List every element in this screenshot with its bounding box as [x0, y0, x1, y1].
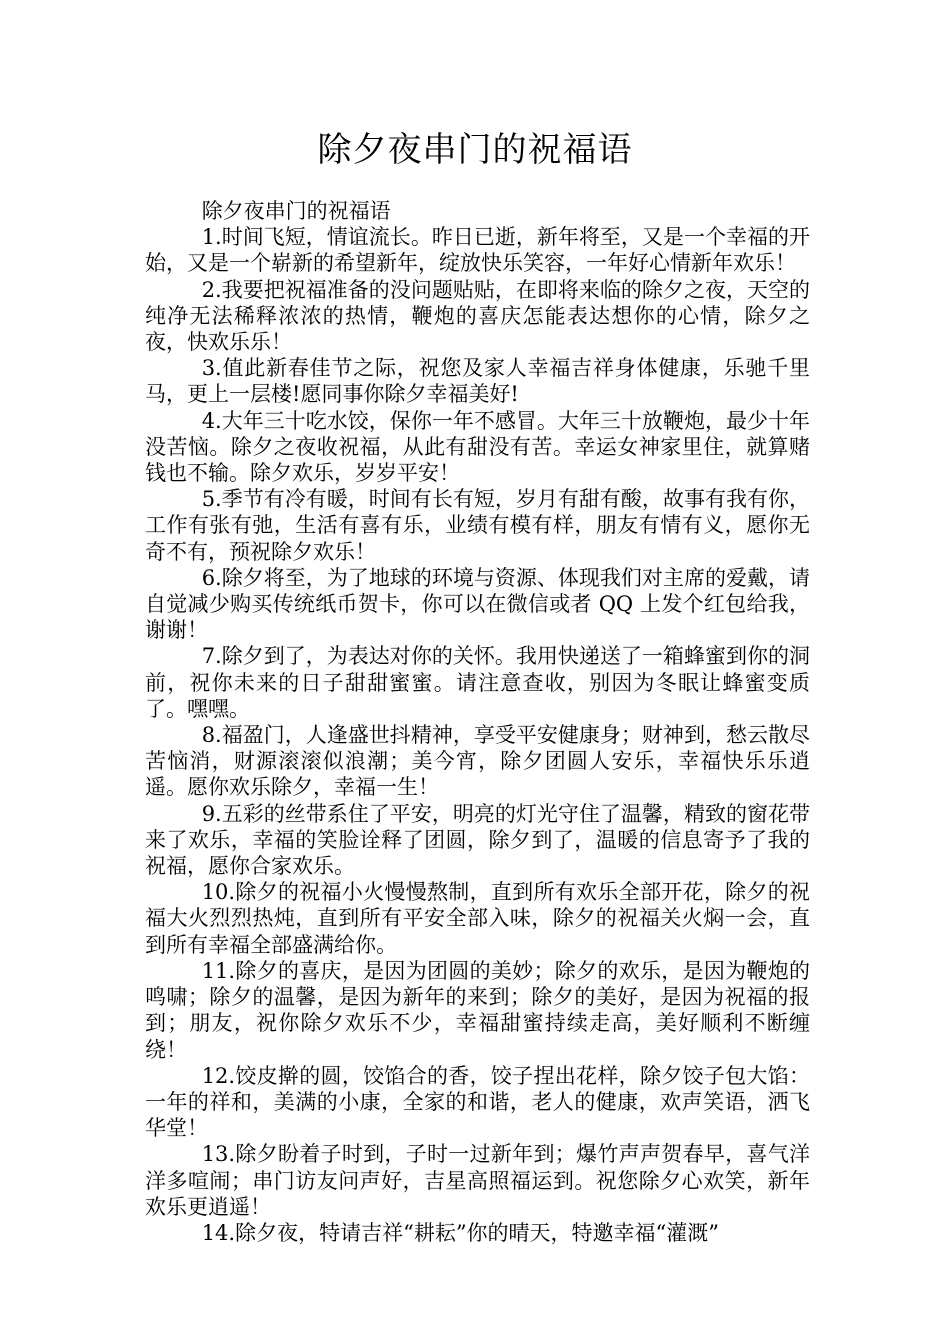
document-subtitle: 除夕夜串门的祝福语: [201, 199, 391, 223]
greeting-paragraph-13: 13.除夕盼着子时到，子时一过新年到；爆竹声声贺春早，喜气洋洋多喧闹；串门访友问声好，吉星高照福运到。祝您除夕心欢笑，新年欢乐更逍遥！: [145, 1142, 810, 1219]
greeting-paragraph-9: 9.五彩的丝带系住了平安，明亮的灯光守住了温馨，精致的窗花带来了欢乐，幸福的笑脸诠释了团圆，除夕到了，温暖的信息寄予了我的祝福，愿你合家欢乐。: [145, 801, 810, 879]
greeting-paragraph-12: 12.饺皮擀的圆，饺馅合的香，饺子捏出花样，除夕饺子包大馅：一年的祥和，美满的小康，全家的和谐，老人的健康，欢声笑语，洒飞华堂！: [145, 1063, 810, 1141]
document-body: [145, 198, 810, 1246]
greeting-paragraph-7: 7.除夕到了，为表达对你的关怀。我用快递送了一箱蜂蜜到你的洞前，祝你未来的日子甜甜蜜蜜。请注意查收，别因为冬眠让蜂蜜变质了。嘿嘿。: [145, 644, 810, 721]
greeting-paragraph-11: 11.除夕的喜庆，是因为团圆的美妙；除夕的欢乐，是因为鞭炮的鸣啸；除夕的温馨，是因为新年的来到；除夕的美好，是因为祝福的报到；朋友，祝你除夕欢乐不少，幸福甜蜜持续走高，美好顺利不断缠绕！: [145, 958, 810, 1062]
greeting-paragraph-10: 10.除夕的祝福小火慢慢熬制，直到所有欢乐全部开花，除夕的祝福大火烈烈热炖，直到所有平安全部入味，除夕的祝福关火焖一会，直到所有幸福全部盛满给你。: [145, 880, 810, 957]
greeting-paragraph-2: 2.我要把祝福准备的没问题贴贴，在即将来临的除夕之夜，天空的纯净无法稀释浓浓的热情，鞭炮的喜庆怎能表达想你的心情，除夕之夜，快欢乐乐！: [145, 277, 810, 355]
greeting-paragraph-4: 4.大年三十吃水饺，保你一年不感冒。大年三十放鞭炮，最少十年没苦恼。除夕之夜收祝福，从此有甜没有苦。幸运女神家里住，就算赌钱也不输。除夕欢乐，岁岁平安！: [145, 408, 810, 486]
document-title: 除夕夜串门的祝福语: [317, 130, 633, 170]
greeting-paragraph-1: 1.时间飞短，情谊流长。昨日已逝，新年将至，又是一个幸福的开始，又是一个崭新的希望新年，绽放快乐笑容，一年好心情新年欢乐！: [145, 225, 810, 276]
greeting-paragraph-14: 14.除夕夜，特请吉祥“耕耘”你的晴天，特邀幸福“灌溉”: [201, 1220, 720, 1245]
greeting-paragraph-3: 3.值此新春佳节之际，祝您及家人幸福吉祥身体健康，乐驰千里马，更上一层楼!愿同事你除夕幸福美好!: [145, 356, 810, 407]
greeting-paragraph-6: 6.除夕将至，为了地球的环境与资源、体现我们对主席的爱戴，请自觉减少购买传统纸币贺卡，你可以在微信或者 QQ 上发个红包给我，谢谢！: [145, 565, 810, 643]
greeting-paragraph-8: 8.福盈门，人逢盛世抖精神，享受平安健康身；财神到，愁云散尽苦恼消，财源滚滚似浪潮；美今宵，除夕团圆人安乐，幸福快乐乐逍遥。愿你欢乐除夕，幸福一生！: [145, 723, 810, 800]
greeting-paragraph-5: 5.季节有冷有暖，时间有长有短，岁月有甜有酸，故事有我有你，工作有张有弛，生活有喜有乐，业绩有模有样，朋友有情有义，愿你无奇不有，预祝除夕欢乐！: [145, 487, 810, 564]
